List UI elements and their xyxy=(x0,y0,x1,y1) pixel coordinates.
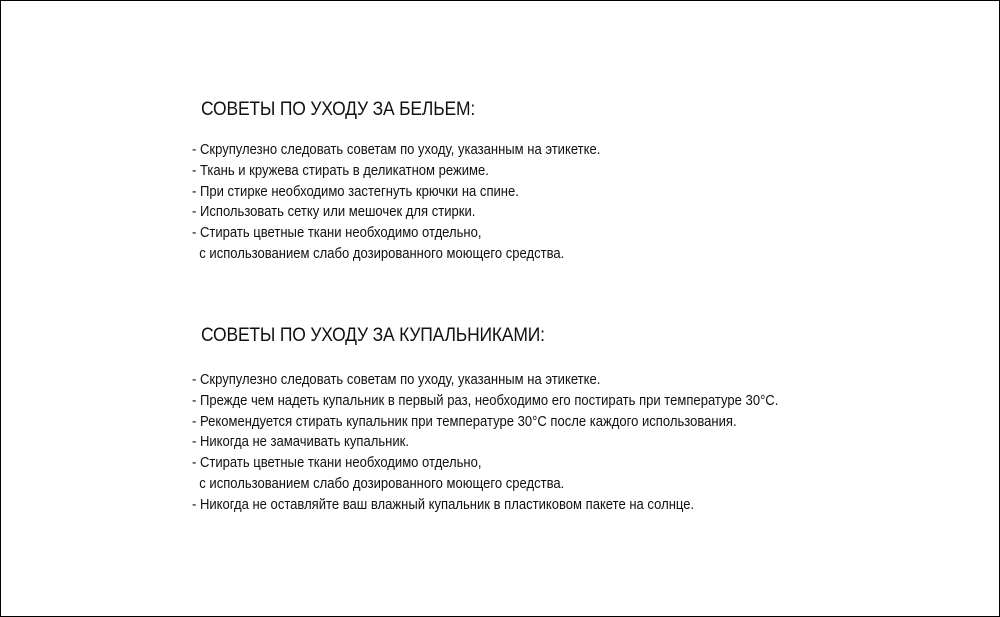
lingerie-tip: - Использовать сетку или мешочек для стирки. xyxy=(192,204,476,221)
swimwear-tip: - Стирать цветные ткани необходимо отдельно, xyxy=(192,455,482,472)
swimwear-tip-continuation: с использованием слабо дозированного моющего средства. xyxy=(192,475,565,492)
swimwear-care-section xyxy=(192,322,844,516)
lingerie-tip-continuation: с использованием слабо дозированного моющего средства. xyxy=(192,245,565,262)
lingerie-tip: - Скрупулезно следовать советам по уходу, указанным на этикетке. xyxy=(192,142,601,158)
lingerie-care-tips xyxy=(192,140,646,265)
lingerie-care-heading: СОВЕТЫ ПО УХОДУ ЗА БЕЛЬЕМ: xyxy=(201,99,476,120)
lingerie-tip: - При стирке необходимо застегнуть крючки на спине. xyxy=(192,183,519,200)
lingerie-tip: - Ткань и кружева стирать в деликатном режиме. xyxy=(192,162,489,179)
swimwear-tip: - Скрупулезно следовать советам по уходу, указанным на этикетке. xyxy=(192,372,601,388)
lingerie-care-section xyxy=(192,96,646,265)
swimwear-tip: - Рекомендуется стирать купальник при температуре 30°C после каждого использования. xyxy=(192,413,737,430)
swimwear-care-heading: СОВЕТЫ ПО УХОДУ ЗА КУПАЛЬНИКАМИ: xyxy=(201,325,545,346)
swimwear-tip: - Прежде чем надеть купальник в первый раз, необходимо его постирать при температуре 30°C. xyxy=(192,392,779,409)
swimwear-care-tips xyxy=(192,370,844,516)
lingerie-tip: - Стирать цветные ткани необходимо отдельно, xyxy=(192,225,482,242)
swimwear-tip: - Никогда не оставляйте ваш влажный купальник в пластиковом пакете на солнце. xyxy=(192,496,695,513)
swimwear-tip: - Никогда не замачивать купальник. xyxy=(192,434,409,451)
